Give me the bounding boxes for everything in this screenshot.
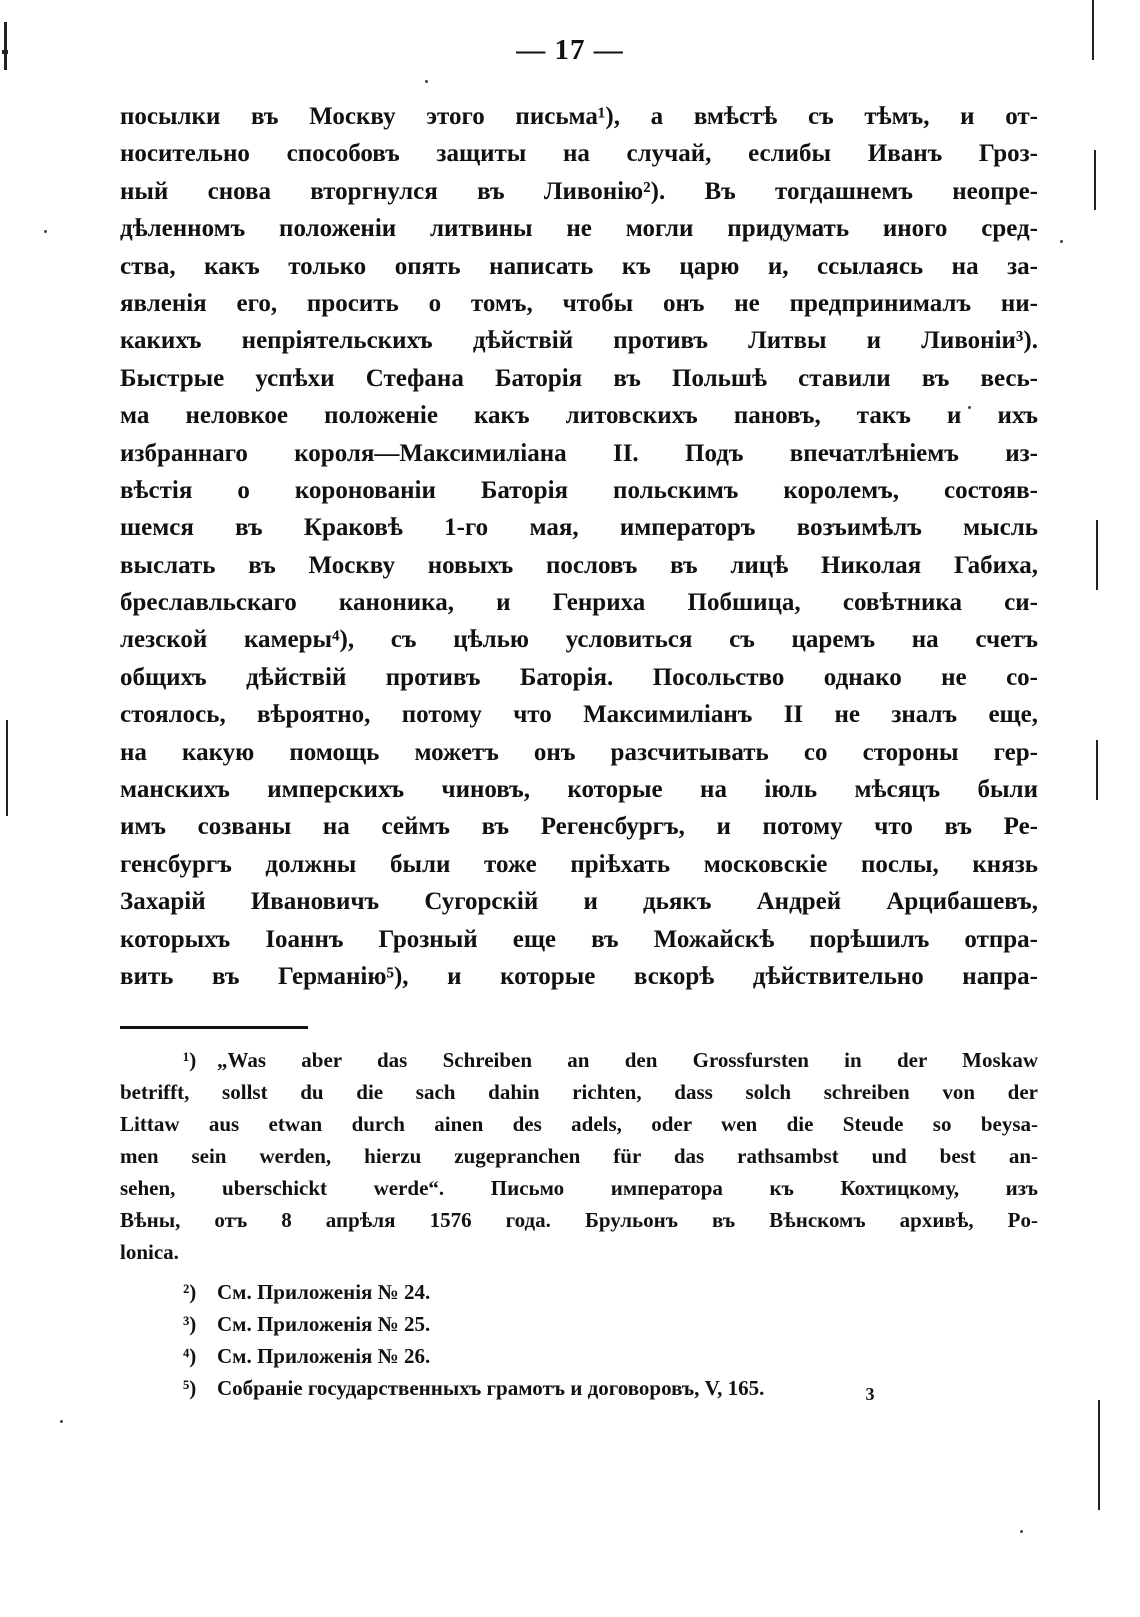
footnote-text: Собраніе государственныхъ грамотъ и договоровъ, V, 165. [217, 1376, 765, 1400]
text-line: носительно способовъ защиты на случай, еслибы Иванъ Гроз- [120, 140, 1038, 168]
text-line: ма неловкое положеніе какъ литовскихъ пановъ, такъ и ихъ [120, 402, 1038, 430]
page-number: — 17 — [516, 34, 624, 66]
footnote-line: lonica. [120, 1240, 179, 1264]
scan-edge-mark [6, 720, 8, 816]
footnote-text: См. Приложенія № 25. [217, 1312, 431, 1336]
text-line: на какую помощь можетъ онъ разсчитывать со стороны гер- [120, 738, 1038, 766]
text-line: избраннаго короля—Максимиліана II. Подъ впечатлѣніемъ из- [120, 439, 1038, 467]
footnote-marker: ⁴) [183, 1344, 197, 1368]
text-line: имъ созваны на сеймъ въ Регенсбургъ, и потому что въ Ре- [120, 813, 1038, 841]
scan-edge-mark [1096, 520, 1098, 590]
text-line: ства, какъ только опять написать къ царю и, ссылаясь на за- [120, 252, 1038, 280]
footnote-3 [120, 1308, 1038, 1340]
text-line: вить въ Германію⁵), и которые вскорѣ дѣйствительно напра- [120, 962, 1038, 990]
footnote-marker: ³) [183, 1312, 197, 1336]
footnote-4 [120, 1340, 1038, 1372]
text-line: вѣстія о коронованіи Баторія польскимъ королемъ, состояв- [120, 476, 1038, 504]
footnote-2 [120, 1276, 1038, 1308]
text-line: какихъ непріятельскихъ дѣйствій противъ Литвы и Ливоніи³). [120, 327, 1038, 355]
scan-speck [425, 80, 428, 83]
text-line: явленія его, просить о томъ, чтобы онъ не предпринималъ ни- [120, 289, 1038, 317]
footnote-1 [120, 1044, 1038, 1268]
footnote-5 [120, 1372, 1038, 1404]
footnote-text: „Was aber das Schreiben an den Grossfursten in der Moskaw [217, 1048, 1038, 1072]
scan-speck [60, 1420, 63, 1423]
text-line: которыхъ Іоаннъ Грозный еще въ Можайскѣ порѣшилъ отпра- [120, 925, 1038, 953]
footnote-text: См. Приложенія № 26. [217, 1344, 431, 1368]
scan-speck [1060, 240, 1063, 243]
scan-edge-mark [1096, 740, 1098, 800]
text-line: ный снова вторгнулся въ Ливонію²). Въ тогдашнемъ неопре- [120, 177, 1038, 205]
text-line: манскихъ имперскихъ чиновъ, которые на іюль мѣсяцъ были [120, 776, 1038, 804]
footnote-separator-rule [120, 1026, 308, 1029]
footnote-line: betrifft, sollst du die sach dahin richten, dass solch schreiben von der [120, 1080, 1038, 1104]
text-line: шемся въ Краковѣ 1-го мая, императоръ возъимѣлъ мысль [120, 514, 1038, 542]
text-line: стоялось, вѣроятно, потому что Максимиліанъ II не зналъ еще, [120, 701, 1038, 729]
text-line: общихъ дѣйствій противъ Баторія. Посольство однако не со- [120, 663, 1038, 691]
text-line: бреславльскаго каноника, и Генриха Побшица, совѣтника си- [120, 589, 1038, 617]
footnote-marker: ²) [183, 1280, 197, 1304]
scan-speck [1020, 1530, 1023, 1533]
text-line: генсбургъ должны были тоже пріѣхать московскіе послы, князь [120, 850, 1038, 878]
main-text-block [120, 98, 1038, 995]
footnotes-block [120, 1044, 1038, 1404]
printer-signature-mark: 3 [865, 1384, 875, 1404]
text-line: Захарій Ивановичъ Сугорскій и дьякъ Андрей Арцибашевъ, [120, 888, 1038, 916]
scan-speck [44, 230, 47, 233]
scan-edge-mark [1094, 150, 1096, 210]
text-line: посылки въ Москву этого письма¹), а вмѣстѣ съ тѣмъ, и от- [120, 103, 1038, 130]
footnote-line [120, 1044, 1038, 1076]
footnote-marker: ¹) [183, 1048, 197, 1072]
footnote-line: men sein werden, hierzu zugepranchen für das rathsambst und best an- [120, 1144, 1038, 1168]
footnote-text: См. Приложенія № 24. [217, 1280, 431, 1304]
scan-edge-mark [1098, 1400, 1100, 1510]
text-line: лезской камеры⁴), съ цѣлью условиться съ царемъ на счетъ [120, 626, 1038, 654]
text-line: дѣленномъ положеніи литвины не могли придумать иного сред- [120, 215, 1038, 243]
footnote-line: sehen, uberschickt werde“. Письмо императора къ Кохтицкому, изъ [120, 1176, 1038, 1200]
footnote-marker: ⁵) [183, 1376, 197, 1400]
footnote-line: Littaw aus etwan durch ainen des adels, oder wen die Steude so beysa- [120, 1112, 1038, 1136]
footnote-line: Вѣны, отъ 8 апрѣля 1576 года. Брульонъ въ Вѣнскомъ архивѣ, Po- [120, 1208, 1038, 1232]
text-line: выслать въ Москву новыхъ пословъ въ лицѣ Николая Габиха, [120, 551, 1038, 579]
text-line: Быстрые успѣхи Стефана Баторія въ Польшѣ ставили въ весь- [120, 364, 1038, 392]
